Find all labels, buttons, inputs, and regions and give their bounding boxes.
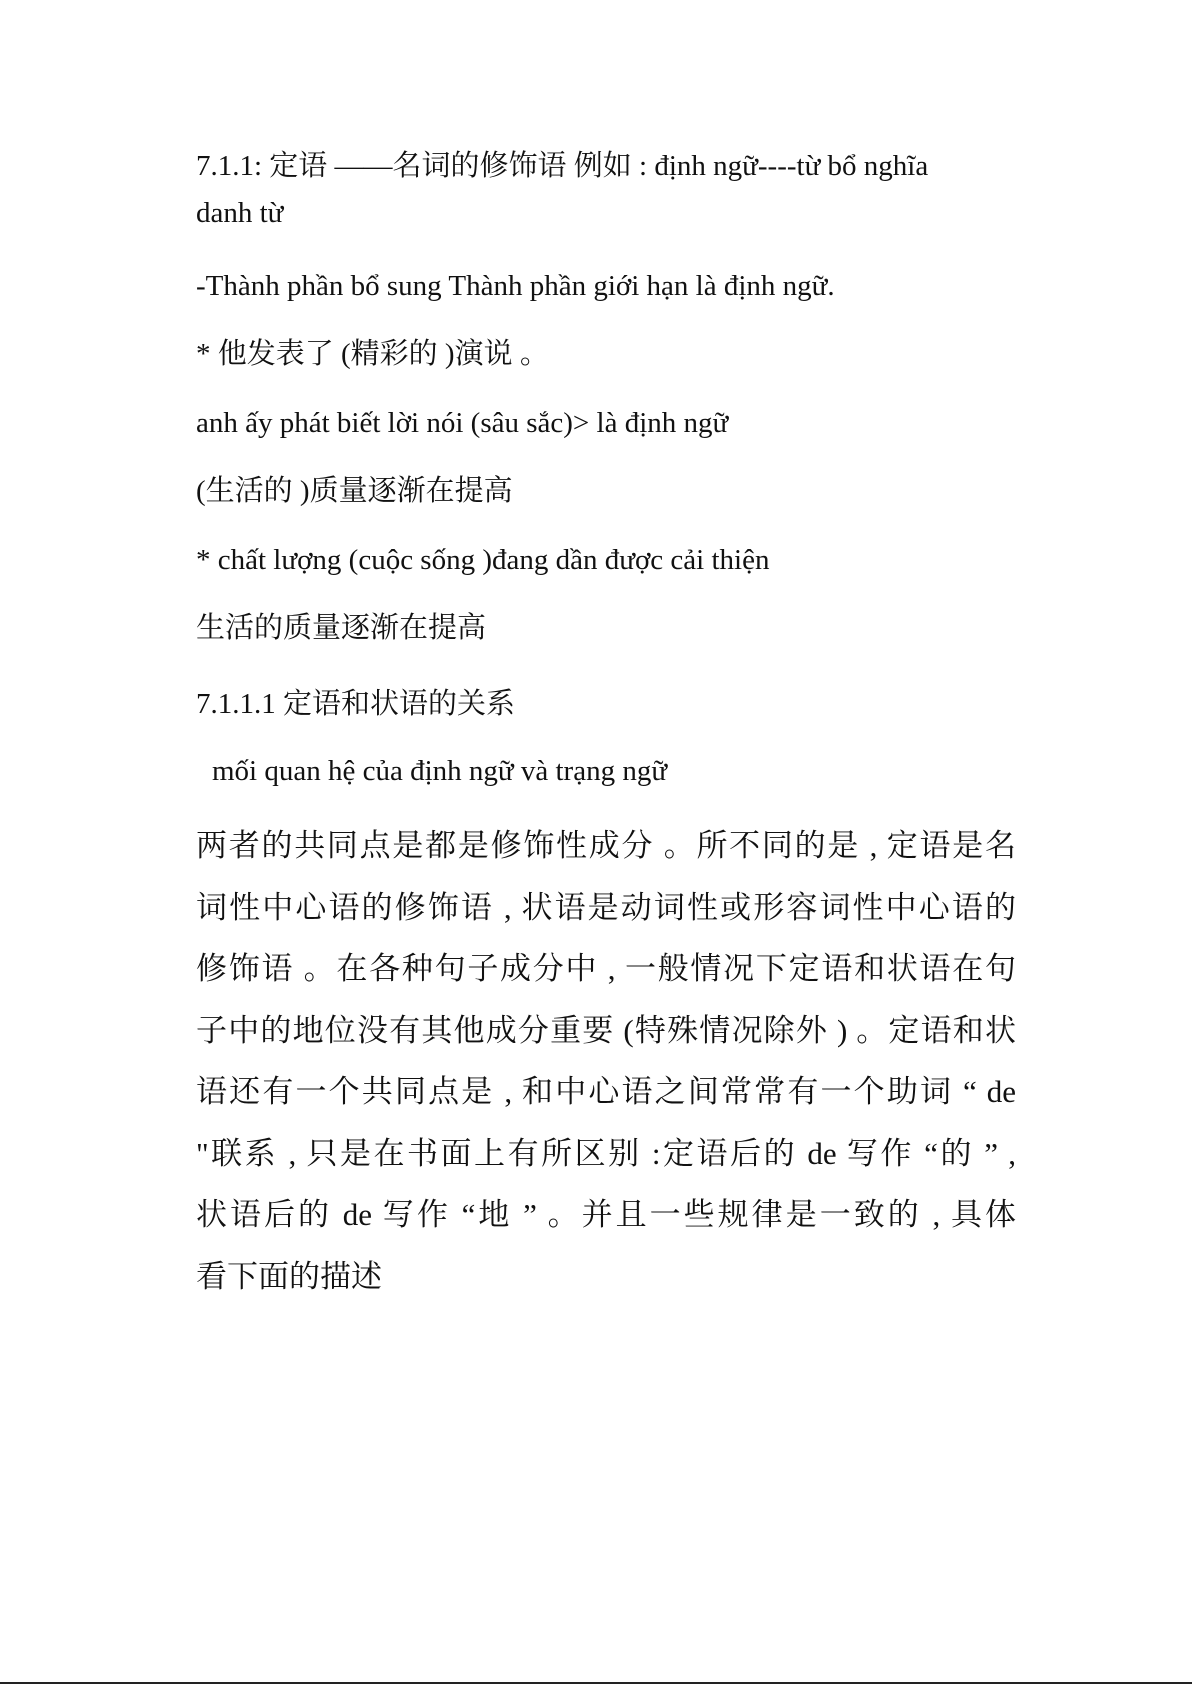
text-line: danh từ xyxy=(196,197,284,229)
text-line: -Thành phần bổ sung Thành phần giới hạn là định ngữ. xyxy=(196,270,835,302)
heading-7-1-1-1: 7.1.1.1 定语和状语的关系 xyxy=(196,688,516,720)
text-line: anh ấy phát biết lời nói (sâu sắc)> là định ngữ xyxy=(196,407,729,439)
paragraph-line: "联系 , 只是在书面上有所区别 :定语后的 de 写作 “的 ” , xyxy=(196,1135,1016,1171)
text-line: * chất lượng (cuộc sống )đang dần được cải thiện xyxy=(196,544,770,576)
paragraph-line: 词性中心语的修饰语 , 状语是动词性或形容词性中心语的 xyxy=(196,889,1016,925)
paragraph-line: 两者的共同点是都是修饰性成分 。所不同的是 , 定语是名 xyxy=(196,828,1016,863)
paragraph-line: 状语后的 de 写作 “地 ” 。并且一些规律是一致的 , 具体 xyxy=(196,1197,1016,1232)
paragraph-line: 看下面的描述 xyxy=(196,1258,382,1294)
example-line: 生活的质量逐渐在提高 xyxy=(196,612,487,644)
heading-7-1-1: 7.1.1: 定语 ——名词的修饰语 例如 : định ngữ----từ bổ nghĩa xyxy=(196,150,929,182)
paragraph-line: 子中的地位没有其他成分重要 (特殊情况除外 ) 。定语和状 xyxy=(196,1012,1016,1048)
body-paragraph xyxy=(196,824,1016,1316)
example-line: * 他发表了 (精彩的 )演说 。 xyxy=(196,338,549,370)
example-line: (生活的 )质量逐渐在提高 xyxy=(196,475,513,507)
text-line: mối quan hệ của định ngữ và trạng ngữ xyxy=(212,755,668,787)
paragraph-line: 修饰语 。在各种句子成分中 , 一般情况下定语和状语在句 xyxy=(196,951,1016,986)
page-bottom-border xyxy=(0,1682,1192,1684)
paragraph-line: 语还有一个共同点是 , 和中心语之间常常有一个助词 “ de xyxy=(196,1074,1016,1109)
